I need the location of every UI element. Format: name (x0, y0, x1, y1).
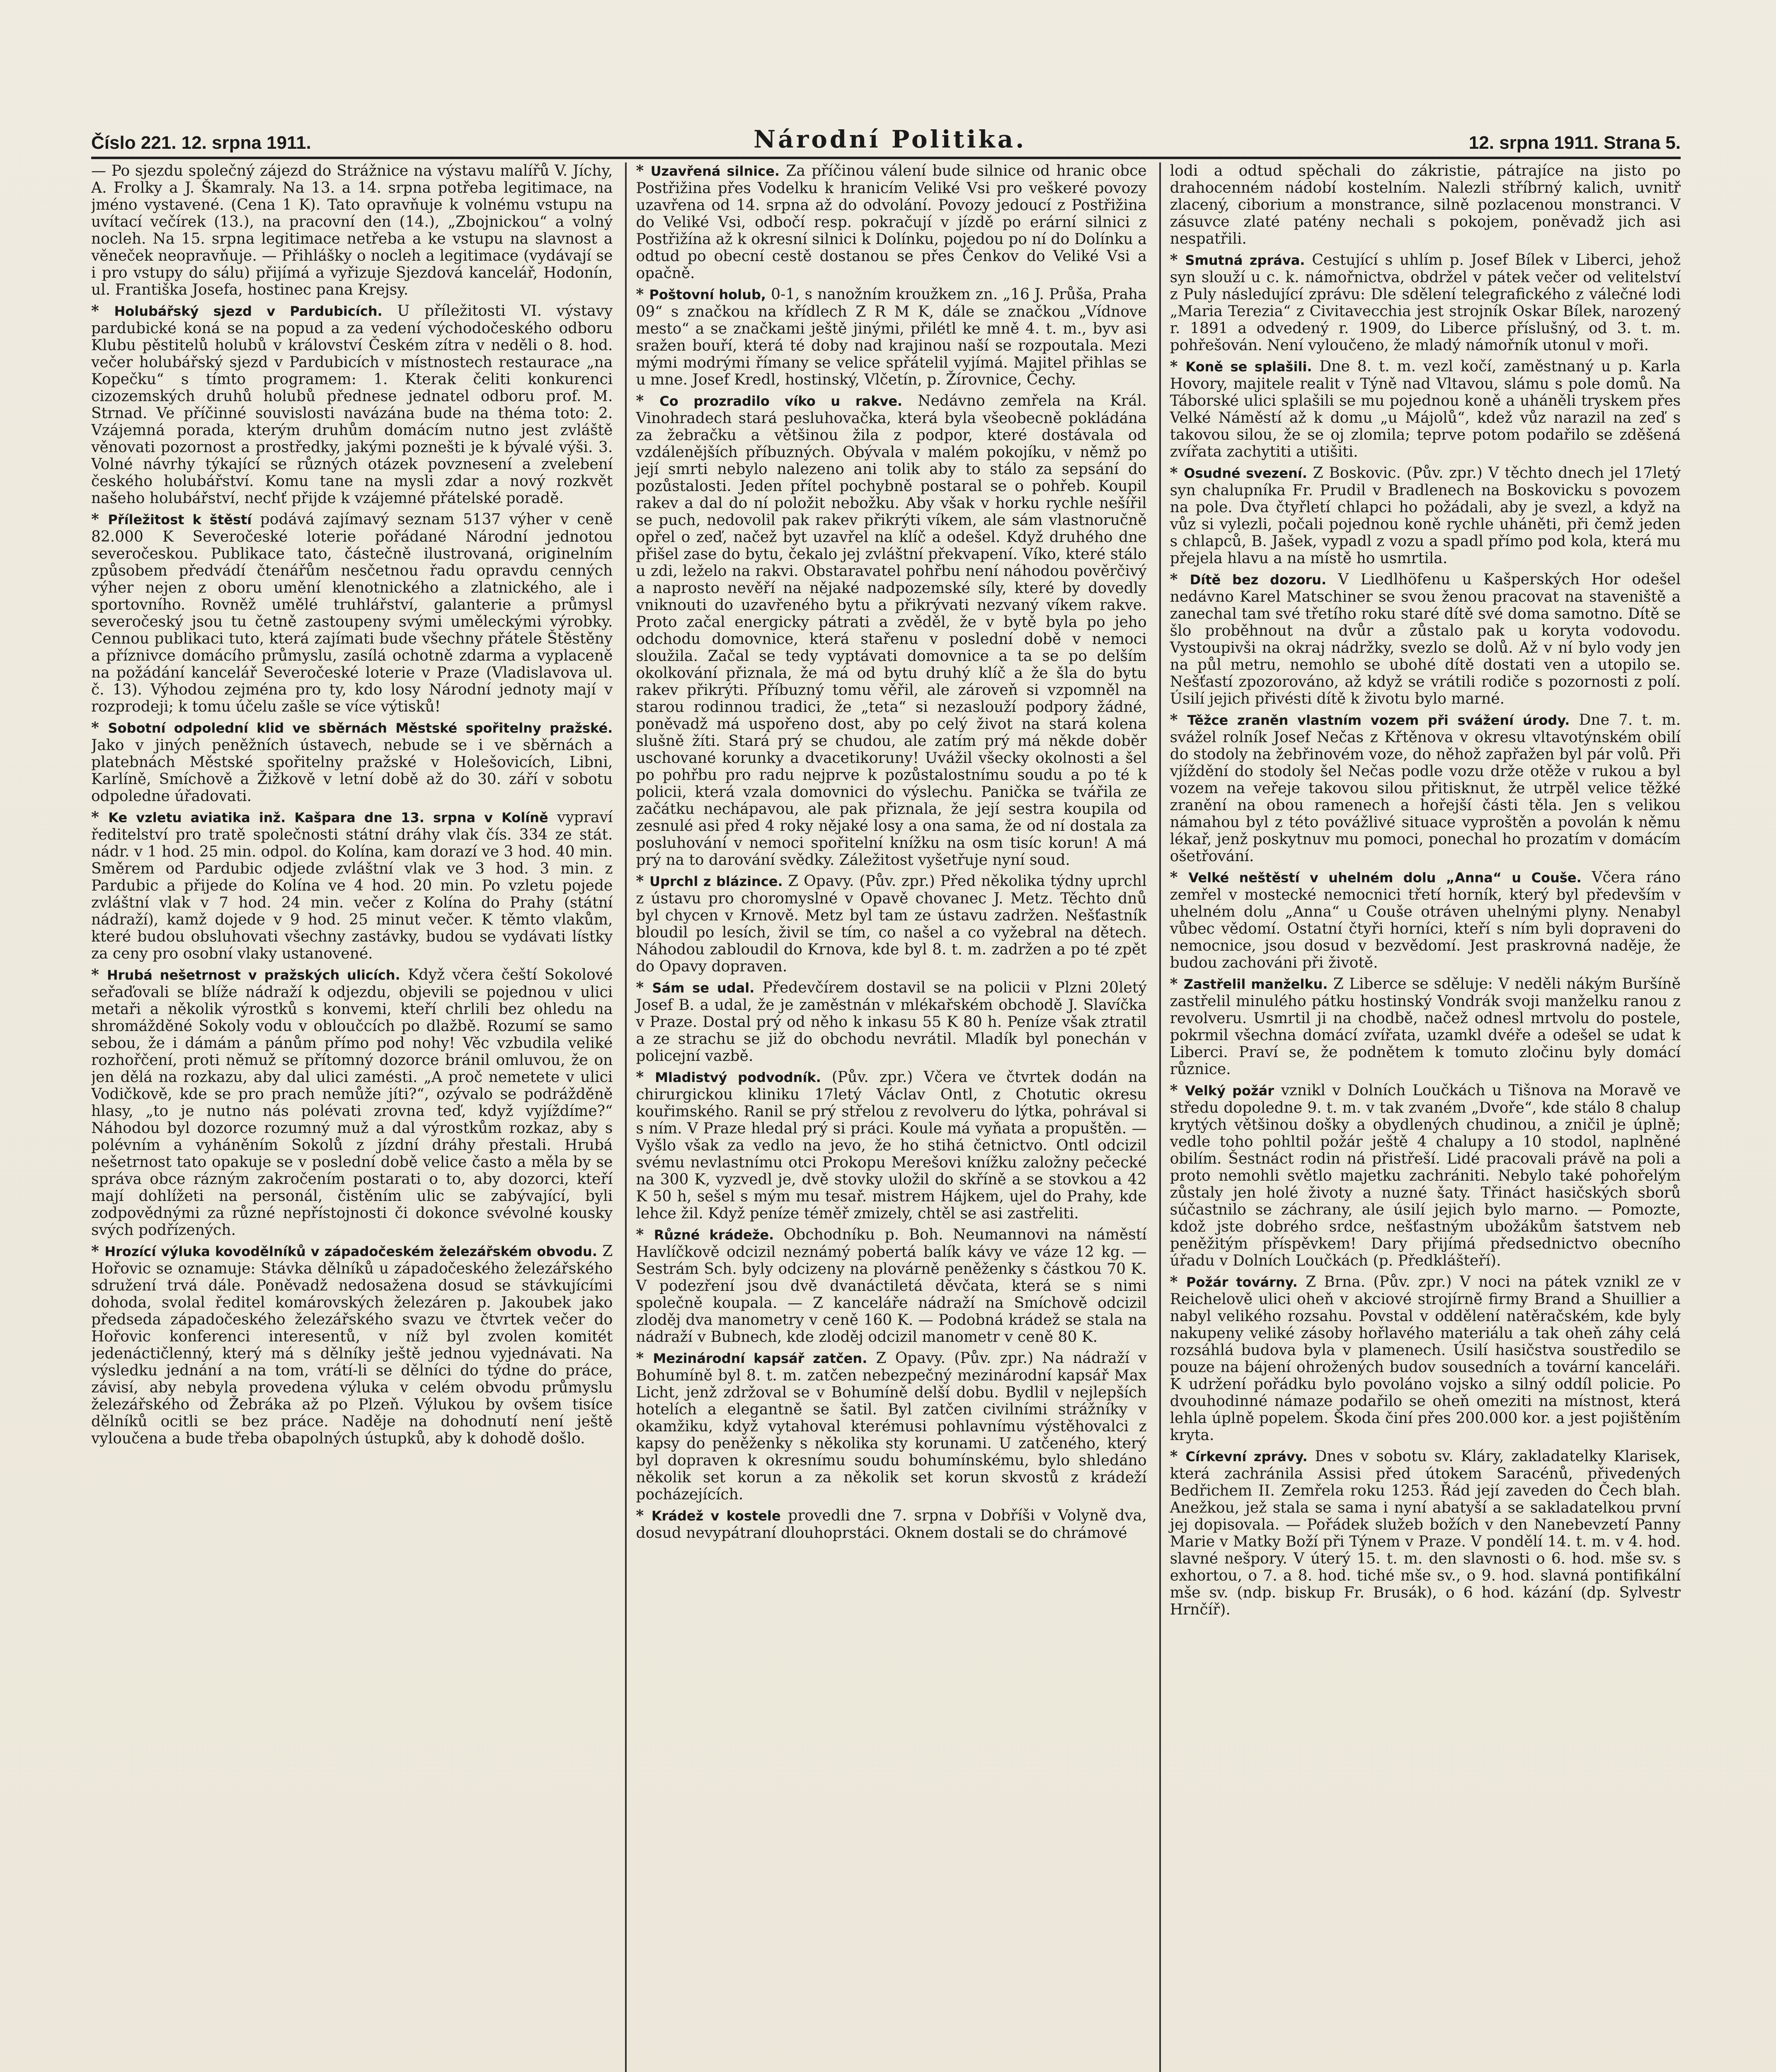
article-item (1170, 358, 1681, 460)
article-body: (Pův. zpr.) Včera ve čtvrtek dodán na chirurgickou kliniku 17letý Václav Ontl, z Chotutic okresu kouřimského. Ranil se prý střelou z revolveru do lýtka, pohrával si s ním. V Praze hledal prý si práci. Koule má vyňata a propuštěn. — Vyšlo však za vedlo na jevo, že ho stihá četnictvo. Ontl odcizil svému nevlastnímu otci Prokopu Merešovi knížku založny pečecké na 300 K, vyzvedl je, dvě stovky uložil do skříně a se stovkou a 42 K 50 h, sešel s mým mu tesař. mistrem Hájkem, ujel do Prahy, kde lehce žil. Když peníze téměř zmizely, chtěl se asi zastřeliti. (636, 1069, 1147, 1222)
article-columns (91, 162, 1681, 2072)
article-body: podává zajímavý seznam 5137 výher v ceně 82.000 K Severočeské loterie pořádané Národní jednotou severočeskou. Publikace tato, částečně ilustrovaná, originelním způsobem předvádí čtenářům nesčetnou řadu opravdu cenných výher nejen z oboru umění klenotnického a zlatnického, ale i sportovního. Rovněž umělé truhlářství, galanterie a průmysl severočeský jsou tu četně zastoupeny svými uměleckými výrobky. Cennou publikaci tuto, která zajímati bude všechny přátele Štěstěny a příznivce domácího průmyslu, zasílá ochotně zdarma a vyplaceně na požádání kancelář Severočeské loterie v Praze (Vladislavova ul. č. 13). Výhodou zejména pro ty, kdo losy Národní jednoty mají v rozprodeji; k tomu účelu zašle se více výtisků! (91, 511, 613, 715)
article-body: Včera ráno zemřel v mostecké nemocnici třetí horník, který byl především v uhelném dolu „Anna“ u Couše otráven uhelnými plyny. Nenabyl vůbec vědomí. Ostatní čtyři horníci, kteří s ním byli dopraveni do nemocnice, jsou dosud v bezvědomí. Jest praskrovná naděje, že budou zachováni při životě. (1170, 869, 1681, 971)
article-headline: Velký požár (1185, 1083, 1274, 1099)
article-item (1170, 571, 1681, 707)
article-bullet: * (636, 392, 660, 409)
article-bullet: * (636, 979, 652, 996)
article-bullet: * (1170, 464, 1184, 482)
article-item (91, 719, 613, 805)
article-headline: Krádež v kostele (651, 1508, 781, 1524)
article-body: Jako v jiných peněžních ústavech, nebude se i ve sběrnách a platebnách Městské spořitelny pražské v Holešovicích, Libni, Karlíně, Smíchově a Žižkově v letní době až do 30. září v sobotu odpoledne úřadovati. (91, 737, 613, 805)
article-item (91, 511, 613, 715)
article-item (1170, 975, 1681, 1078)
article-item (1170, 252, 1681, 354)
article-headline: Co prozradilo víko u rakve. (659, 393, 903, 409)
article-item (636, 162, 1146, 282)
article-item (1170, 1448, 1681, 1618)
article-bullet: * (636, 1226, 654, 1243)
article-body: — Po sjezdu společný zájezd do Strážnice na výstavu malířů V. Jíchy, A. Frolky a J. Škamraly. Na 13. a 14. srpna potřeba legitimace, na jméno vystavené. (Cena 1 K). Tato opravňuje k volnému vstupu na uvítací večírek (13.), na pracovní den (14.), „Zbojnickou“ a volný nocleh. Na 15. srpna legitimace netřeba a ke vstupu na slavnost a věneček neopravňuje. — Přihlášky o nocleh a legitimace (vydávají se i pro vstupy do sálu) přijímá a vyřizuje Sjezdová kancelář, Hodonín, ul. Františka Josefa, hostinec pana Krejsy. (91, 162, 613, 298)
page-header (91, 124, 1681, 153)
article-body: provedli dne 7. srpna v Dobříši v Volyně dva, dosud nevypátraní dlouhoprstáci. Oknem dostali se do chrámové (636, 1507, 1147, 1542)
article-headline: Sám se udal. (652, 980, 755, 996)
masthead: Národní Politika. (754, 125, 1027, 153)
article-bullet: * (91, 966, 107, 983)
article-headline: Osudné svezení. (1184, 465, 1307, 481)
article-body: Z Brna. (Pův. zpr.) V noci na pátek vznikl ze v Reichelově ulici oheň v akciové strojírně firmy Brand a Shuillier a nabyl velikého rozsahu. Povstal v oddělení natěračském, kde byly nakupeny veliké zásoby hořlavého materiálu a tak oheň záhy celá rozsáhlá budova byla v plamenech. Úsilí hasičstva soustředilo se pouze na bájení ohrožených budov sousedních a tovární kanceláři. K udržení pořádku bylo povoláno vojsko a silný oddíl policie. Po dvouhodinné námaze podařilo se oheň omeziti na místnost, která lehla úplně popelem. Škoda činí přes 200.000 kor. a jest pojištěním kryta. (1170, 1273, 1681, 1444)
article-headline: Sobotní odpolední klid ve sběrnách Městské spořitelny pražské. (108, 720, 613, 736)
article-bullet: * (1170, 1447, 1186, 1465)
article-body: Obchodníku p. Boh. Neumannovi na náměstí Havlíčkově odcizil neznámý pobertá balík kávy ve váze 12 kg. — Sestrám Sch. byly odcizeny na plovárně peněženky s částkou 70 K. V podezření jsou dvě dvanáctiletá děvčata, která se s nimi společně koupala. — Z kanceláře nádraží na Smíchově odcizil zloděj dva manometry v ceně 160 K. — Podobná krádež se stala na nádraží v Bubnech, kde zloděj odcizil manometr v ceně 80 K. (636, 1226, 1147, 1346)
article-headline: Mezinárodní kapsář zatčen. (653, 1351, 867, 1366)
article-item (1170, 465, 1681, 567)
article-headline: Církevní zprávy. (1185, 1449, 1308, 1464)
article-bullet: * (91, 302, 114, 320)
article-bullet: * (636, 1068, 655, 1086)
article-headline: Uzavřená silnice. (650, 163, 780, 179)
article-body: Z Opavy. (Pův. zpr.) Před několika týdny uprchl z ústavu pro choromyslné v Opavě chovanec J. Metz. Těchto dnů byl chycen v Krnově. Metz byl tam ze ústavu zadržen. Nešťastník bloudil po lesích, živil se tím, co našel a co vyžebral na dětech. Náhodou zabloudil do Krnova, kde byl 8. t. m. zadržen a po té zpět do Opavy dopraven. (636, 873, 1147, 975)
column-1 (91, 162, 613, 2072)
article-headline: Mladistvý podvodník. (655, 1070, 821, 1085)
article-body: Cestující s uhlím p. Josef Bílek v Liberci, jehož syn slouží u c. k. námořnictva, obdržel v pátek večer od velitelství z Puly následující zprávu: Dle sdělení telegrafického z válečné lodi „Maria Terezia“ z Civitavecchia jest strojník Oskar Bílek, narozený r. 1891 a odvedený r. 1909, do Liberce příslušný, od 3. t. m. pohřešován. Není vyloučeno, že mladý námořník utonul v moři. (1170, 252, 1681, 354)
article-item (91, 303, 613, 507)
article-body: Z Hořovic se oznamuje: Stávka dělníků u západočeského železářského sdružení trvá dále. Poněvadž nedosažena dosud se stávkujícími dohoda, svolal ředitel komárovských železáren p. Jakoubek jako předseda západočeského železářského svazu ve čtvrtek večer do Hořovic konferenci interesentů, v níž byl zvolen komitét jedenáctičlenný, který má s dělníky ještě jednou vyjednávati. Na výsledku jednání a na tom, vrátí-li se dělníci do týdne do práce, závisí, aby nebyla provedena výluka v celém obvodu průmyslu železářského od Žebráka až po Plzeň. Výlukou by ovšem tisíce dělníků ocitli se bez práce. Naděje na dohodnutí není ještě vyloučena a bude třeba obapolných ústupků, aby k dohodě došlo. (91, 1243, 613, 1447)
article-item (636, 392, 1146, 869)
date-page-number: 12. srpna 1911. Strana 5. (1468, 133, 1681, 153)
article-bullet: * (1170, 358, 1186, 375)
article-bullet: * (636, 162, 651, 179)
article-bullet: * (1170, 251, 1185, 269)
article-headline: Hrubá nešetrnost v pražských ulicích. (107, 967, 400, 983)
article-headline: Dítě bez dozoru. (1190, 572, 1327, 588)
header-rule (91, 157, 1681, 159)
article-body: Z Opavy. (Pův. zpr.) Na nádraží v Bohumíně byl 8. t. m. zatčen nebezpečný mezinárodní kapsář Max Licht, jenž zdržoval se v Bohumíně delší dobu. Bydlil v nejlepších hotelích a elegantně se šatil. Byl zatčen civilními strážníky v okamžiku, když vytahoval kterémusi pohlavnímu výstěhovalci z kapsy do peněženky s několika sty korunami. U zatčeného, který byl dopraven k okresnímu soudu bohumínskému, bylo shledáno několik set korun a za několik set korun skvostů z krádeží pocházejících. (636, 1350, 1147, 1503)
article-bullet: * (91, 1242, 105, 1260)
article-item (1170, 869, 1681, 971)
article-bullet: * (1170, 571, 1190, 588)
article-headline: Koně se splašili. (1185, 359, 1312, 375)
article-item (91, 809, 613, 962)
article-headline: Ke vzletu aviatika inž. Kašpara dne 13. srpna v Kolíně (108, 810, 548, 825)
article-body: Dnes v sobotu sv. Kláry, zakladatelky Klarisek, která zachránila Assisi před útokem Saracénů, přivedených Bedřichem II. Zemřela roku 1253. Řád její zaveden do Čech blah. Anežkou, jež stala se sama i nyní abatyší a se sakladatelkou první jej dopisovala. — Pořádek služeb božích v den Nanebevzetí Panny Marie v Matky Boží při Týnem v Praze. V pondělí 14. t. m. v 4. hod. slavné nešpory. V úterý 15. t. m. den slavnosti o 6. hod. mše sv. s exhortou, o 7. a 8. hod. tiché mše sv., o 9. hod. slavná pontifikální mše sv. (ndp. biskup Fr. Brusák), o 6 hod. kázání (dp. Sylvestr Hrnčíř). (1170, 1448, 1681, 1618)
article-headline: Zastřelil manželku. (1183, 976, 1328, 992)
article-body: Za příčinou válení bude silnice od hranic obce Postřižina přes Vodelku k hranicím Veliké Vsi pro veškeré povozy uzavřena od 14. srpna až do odvolání. Povozy jedoucí z Postřižina do Veliké Vsi, odbočí resp. pokračují v jízdě po erární silnici z Postřižína až k okresní silnici k Dolínku, pojedou po ní do Dolínku a odtud po obecní cestě dostanou se přes Čenkov do Veliké Vsi a opačně. (636, 162, 1147, 282)
article-body: lodi a odtud spěchali do zákristie, pátrajíce na jisto po drahocenném nádobí kostelním. Nalezli stříbrný kalich, uvnitř zlacený, ciborium a monstrance, silně pozlacenou monstranci. V zásuvce zlaté patény nechali s pokojem, poněvadž jich asi nespatřili. (1170, 162, 1681, 247)
article-item (636, 286, 1146, 388)
article-bullet: * (1170, 711, 1187, 729)
issue-number: Číslo 221. 12. srpna 1911. (91, 133, 311, 153)
article-body: Dne 7. t. m. svážel rolník Josef Nečas z Křtěnova v okresu vltavotýnském obilí do stodoly na žebřinovém voze, do něhož zapřažen byl pár volů. Při vjíždění do stodoly šel Nečas podle vozu drže otěže v rukou a byl vozem na veřeje takovou silou přitisknut, že utrpěl velice těžké zranění na obou ramenech a hořejší části těla. Jen s velikou námahou byl z této povážlivé situace vyproštěn a povolán k němu lékař, jenž poskytnuv mu pomoci, ponechal ho prozatím v domácím ošetřování. (1170, 712, 1681, 865)
article-body: Z Boskovic. (Pův. zpr.) V těchto dnech jel 17letý syn chalupníka Fr. Prudil v Bradlenech na Boskovicku s povozem na pole. Dva čtyřletí chlapci ho požádali, aby je svezl, a když na vůz si vylezli, počali pojednou koně rychle uháněti, při čemž jeden s chlapců, B. Jašek, vypadl z vozu a spadl přímo pod kola, která mu přejela hlavu a na místě ho usmrtila. (1170, 465, 1681, 567)
article-bullet: * (91, 719, 108, 736)
article-item (636, 1350, 1146, 1503)
article-headline: Hrozící výluka kovodělníků v západočeském železářském obvodu. (104, 1244, 597, 1259)
article-body: 0-1, s nanožním kroužkem zn. „16 J. Průša, Praha 09“ s značkou na křídlech Z R M K, dále se značkou „Vídnove mesto“ a se značkami ještě jinými, přilétl ke mně 4. t. m., byv asi sražen bouří, která té doby nad krajinou naší se rozpoutala. Mezi mými modrými římany se velice spřátelil vyjímá. Majitel přihlas se u mne. Josef Kredl, hostinský, Vlčetín, p. Žírovnice, Čechy. (636, 286, 1147, 388)
article-headline: Velké neštěstí v uhelném dolu „Anna“ u Couše. (1188, 870, 1582, 886)
article-bullet: * (91, 511, 108, 528)
column-3 (1159, 162, 1681, 2072)
article-body: Z Liberce se sděluje: V neděli nákým Buršíně zastřelil minulého pátku hostinský Vondrák svoji manželku ranou z revolveru. Usmrtil ji na chodbě, načež odnesl mrtvolu do postele, pokrmil všechna domácí zvířata, uzamkl dvéře a odešel se udat k Liberci. Praví se, že podnětem k tomuto zločinu byly domácí různice. (1170, 975, 1681, 1078)
article-body: vznikl v Dolních Loučkách u Tišnova na Moravě ve středu dopoledne 9. t. m. v tak zvaném „Dvoře“, kde stálo 8 chalup krytých většinou došky a obydlených chudinou, a zničil je úplně; vedle toho pohltil požár ještě 4 chalupy a 10 stodol, naplněné obilím. Šestnáct rodin ná přistřeší. Lidé pracovali právě na poli a proto nemohli světlo majetku zachrániti. Nebylo také pohořelým zůstaly jen holé životy a nuzné šaty. Třináct hasičských sborů súčastnilo se záchrany, ale úsilí jejich bylo marno. — Pomozte, kdož jste dobrého srdce, nešťastným ubožákům šatstvem neb peněžitým příspěvkem! Dary přijímá předsednictvo obecního úřadu v Dolních Loučkách (p. Předklášteří). (1170, 1082, 1681, 1269)
article-item (1170, 1273, 1681, 1444)
article-body: Dne 8. t. m. vezl kočí, zaměstnaný u p. Karla Hovory, majitele realit v Týně nad Vltavou, slámu s pole domů. Na Táborské ulici splašili se mu pojednou koně a uháněli tryskem přes Velké Náměstí až k domu „u Májolů“, kdež vůz narazil na zeď s takovou silou, že se oj zlomila; teprve potom podařilo se zděšená zvířata zachytiti a utišiti. (1170, 358, 1681, 460)
article-body: Nedávno zemřela na Král. Vinohradech stará pesluhovačka, která byla všeobecně pokládána za žebračku a většinou žila z podpor, které dostávala od vzdálenějších příbuzných. Obývala v malém pokojíku, v němž po její smrti nebylo nalezeno ani tolik aby to stálo za sepsání do pozůstalosti. Jeden přítel pochybně postaral se o pohřeb. Koupil rakev a dal do ní položit nebožku. Aby však v horku rychle nešířil se puch, nedovolil pak rakev přikrýti víkem, ale sám vlastnoručně opřel o zeď, načež byt uzavřel na klíč a odešel. Když druhého dne přišel zase do bytu, čekalo jej zvláštní překvapení. Víko, které stálo u zdi, leželo na rakvi. Obstaravatel pohřbu není náhodou pověrčivý a naprosto nevěří na nějaké nadpozemské síly, které by dovedly vniknouti do uzavřeného bytu a přikrývati nezvaný víkem rakve. Proto začal energicky pátrati a zvěděl, že v bytě byla po jeho odchodu domovnice, která stařenu v poslední době v nemoci sloužila. Začal se tedy vyptávati domovnice a ta se po delším okolkování přiznala, že má od bytu druhý klíč a že šla do bytu rakev přikrýti. Příbuzný tomu věřil, ale zároveň si vzpomněl na starou rodinnou tradici, že „teta“ si nezaslouží podpory žádné, poněvadž má uspořeno dost, aby po celý život na stará kolena slušně žíti. Stará prý se chudou, ale zatím prý má někde doběr uschované korunky a dvacetikoruny! Uvážil všecky okolnosti a šel po pohřbu pro radu nejprve k pozůstalostnímu soudu a po té k policii, která vzala domovnici do výslechu. Panička se tvářila ze začátku nechápavou, ale pak přiznala, že její sestra koupila od zesnulé asi před 4 roky nějaké losy a ona sama, že od ní dostala za posluhování v nemoci spořitelní knížku na osm tisíc korun! A má prý na to darování svědky. Záležitost vyšetřuje nyní soud. (636, 392, 1147, 869)
article-item (1170, 1082, 1681, 1269)
article-item (636, 873, 1146, 975)
article-headline: Holubářský sjezd v Pardubicích. (114, 303, 383, 319)
article-body: Předevčírem dostavil se na policii v Plzni 20letý Josef B. a udal, že je zaměstnán v mlékařském obchodě J. Slavíčka v Praze. Dostal prý od něho k inkasu 55 K 80 h. Peníze však ztratil a ze strachu se již do obchodu nevrátil. Mladík byl ponechán v policejní vazbě. (636, 979, 1147, 1065)
article-bullet: * (1170, 1082, 1185, 1099)
article-item (636, 1507, 1146, 1542)
article-item (1170, 162, 1681, 247)
article-headline: Požár továrny. (1186, 1274, 1298, 1290)
article-body: vypraví ředitelství pro tratě společnosti státní dráhy vlak čís. 334 ze stát. nádr. v 1 hod. 25 min. odpol. do Kolína, kam dorazí ve 3 hod. 40 min. Směrem od Pardubic odjede zvláštní vlak ve 3 hod. 3 min. z Pardubic a přijede do Kolína ve 4 hod. 20 min. Po vzletu pojede zvláštní vlak v 7 hod. 24 min. večer z Kolína do Prahy (státní nádraží), kamž dojede v 9 hod. 25 minut večer. K těmto vlakům, které budou obsluhovati všechny zastávky, budou se vydávati lístky za ceny pro osobní vlaky ustanovené. (91, 809, 613, 962)
article-item (636, 1226, 1146, 1346)
article-headline: Uprchl z blázince. (649, 874, 783, 889)
article-bullet: * (636, 1349, 653, 1367)
column-2 (625, 162, 1146, 2072)
article-body: Když včera čeští Sokolové seřaďovali se blíže nádraží k odjezdu, objevili se pojednou v ulici metaři a několik výrostků s konvemi, kteří chrlili bez ohledu na shromážděné Sokoly vodu v obloučcích po dlažbě. Rozumí se samo sebou, že i dámám a pánům přímo pod nohy! Věc vzbudila veliké rozhořčení, proti němuž se přítomný dozorce bránil omluvou, že on jen dělá na rozkazu, aby dal ulici zamésti. „A proč nemetete v ulici Vodičkově, kde se pro prach nemůže jíti?“, ozývalo se podrážděně hlasy, „to je nutno nás polévati zrovna teď, když vyjíždíme?“ Náhodou byl dozorce rozumný muž a dal výrostkům rozkaz, aby s polévním a vyháněním Sokolů z jízdní dráhy přestali. Hrubá nešetrnost tato opakuje se v poslední době velice často a měla by se správa obce rázným zakročením postarati o to, aby dozorci, kteří mají dohlížeti na personál, čistěním ulic se zabývající, byli zodpovědnými za různé nepřístojnosti či dokonce svévolné kousky svých podřízených. (91, 966, 613, 1239)
article-bullet: * (636, 872, 650, 890)
article-body: U příležitosti VI. výstavy pardubické koná se na popud a za vedení východočeského odboru Klubu pěstitelů holubů v království Českém zítra v neděli o 8. hod. večer holubářský sjezd v Pardubicích v místnostech restaurace „na Kopečku“ s tímto programem: 1. Kterak čeliti konkurenci cizozemských druhů holubů přednese jednatel odboru prof. M. Strnad. Ve příčinné souvislosti navázána bude na théma toto: 2. Vzájemná porada, kterým druhům domácím nutno jest zvláště věnovati pozornost a prostředky, jakými poznešti je k bývalé výši. 3. Volné návrhy týkající se různých otázek povznesení a zvelebení českého holubářství. Komu tane na mysli zdar a nový rozkvět našeho holubářství, nechť přijde k vzájemné přátelské poradě. (91, 303, 613, 507)
article-bullet: * (91, 808, 109, 826)
article-bullet: * (636, 286, 649, 303)
article-headline: Příležitost k štěstí (108, 512, 252, 528)
article-headline: Těžce zraněn vlastním vozem při svážení úrody. (1187, 712, 1570, 728)
article-bullet: * (1170, 1273, 1186, 1290)
article-item (91, 162, 613, 298)
article-item (91, 1243, 613, 1447)
article-bullet: * (636, 1507, 652, 1524)
article-bullet: * (1170, 975, 1184, 992)
article-item (636, 979, 1146, 1065)
article-item (1170, 712, 1681, 865)
article-body: V Liedlhöfenu u Kašperských Hor odešel nedávno Karel Matschiner se svou ženou pracovat na staveniště a zanechal tam své třetího roku staré dítě své doma samotno. Dítě se šlo proběhnout na dvůr a zůstalo pak u koryta vodovodu. Vystoupivši na okraj nádržky, svezlo se dolů. Až v ní bylo vody jen na půl metru, nemohlo se ubohé dítě dostati ven a utopilo se. Nešťastí zpozorováno, až když se vrátili rodiče s pozornosti z polí. Úsilí jejich přivésti dítě k životu bylo marné. (1170, 571, 1681, 707)
article-headline: Smutná zpráva. (1185, 252, 1305, 268)
article-headline: Různé krádeže. (654, 1227, 774, 1243)
article-item (636, 1069, 1146, 1222)
article-headline: Poštovní holub, (649, 287, 766, 303)
article-item (91, 966, 613, 1239)
article-bullet: * (1170, 869, 1189, 886)
